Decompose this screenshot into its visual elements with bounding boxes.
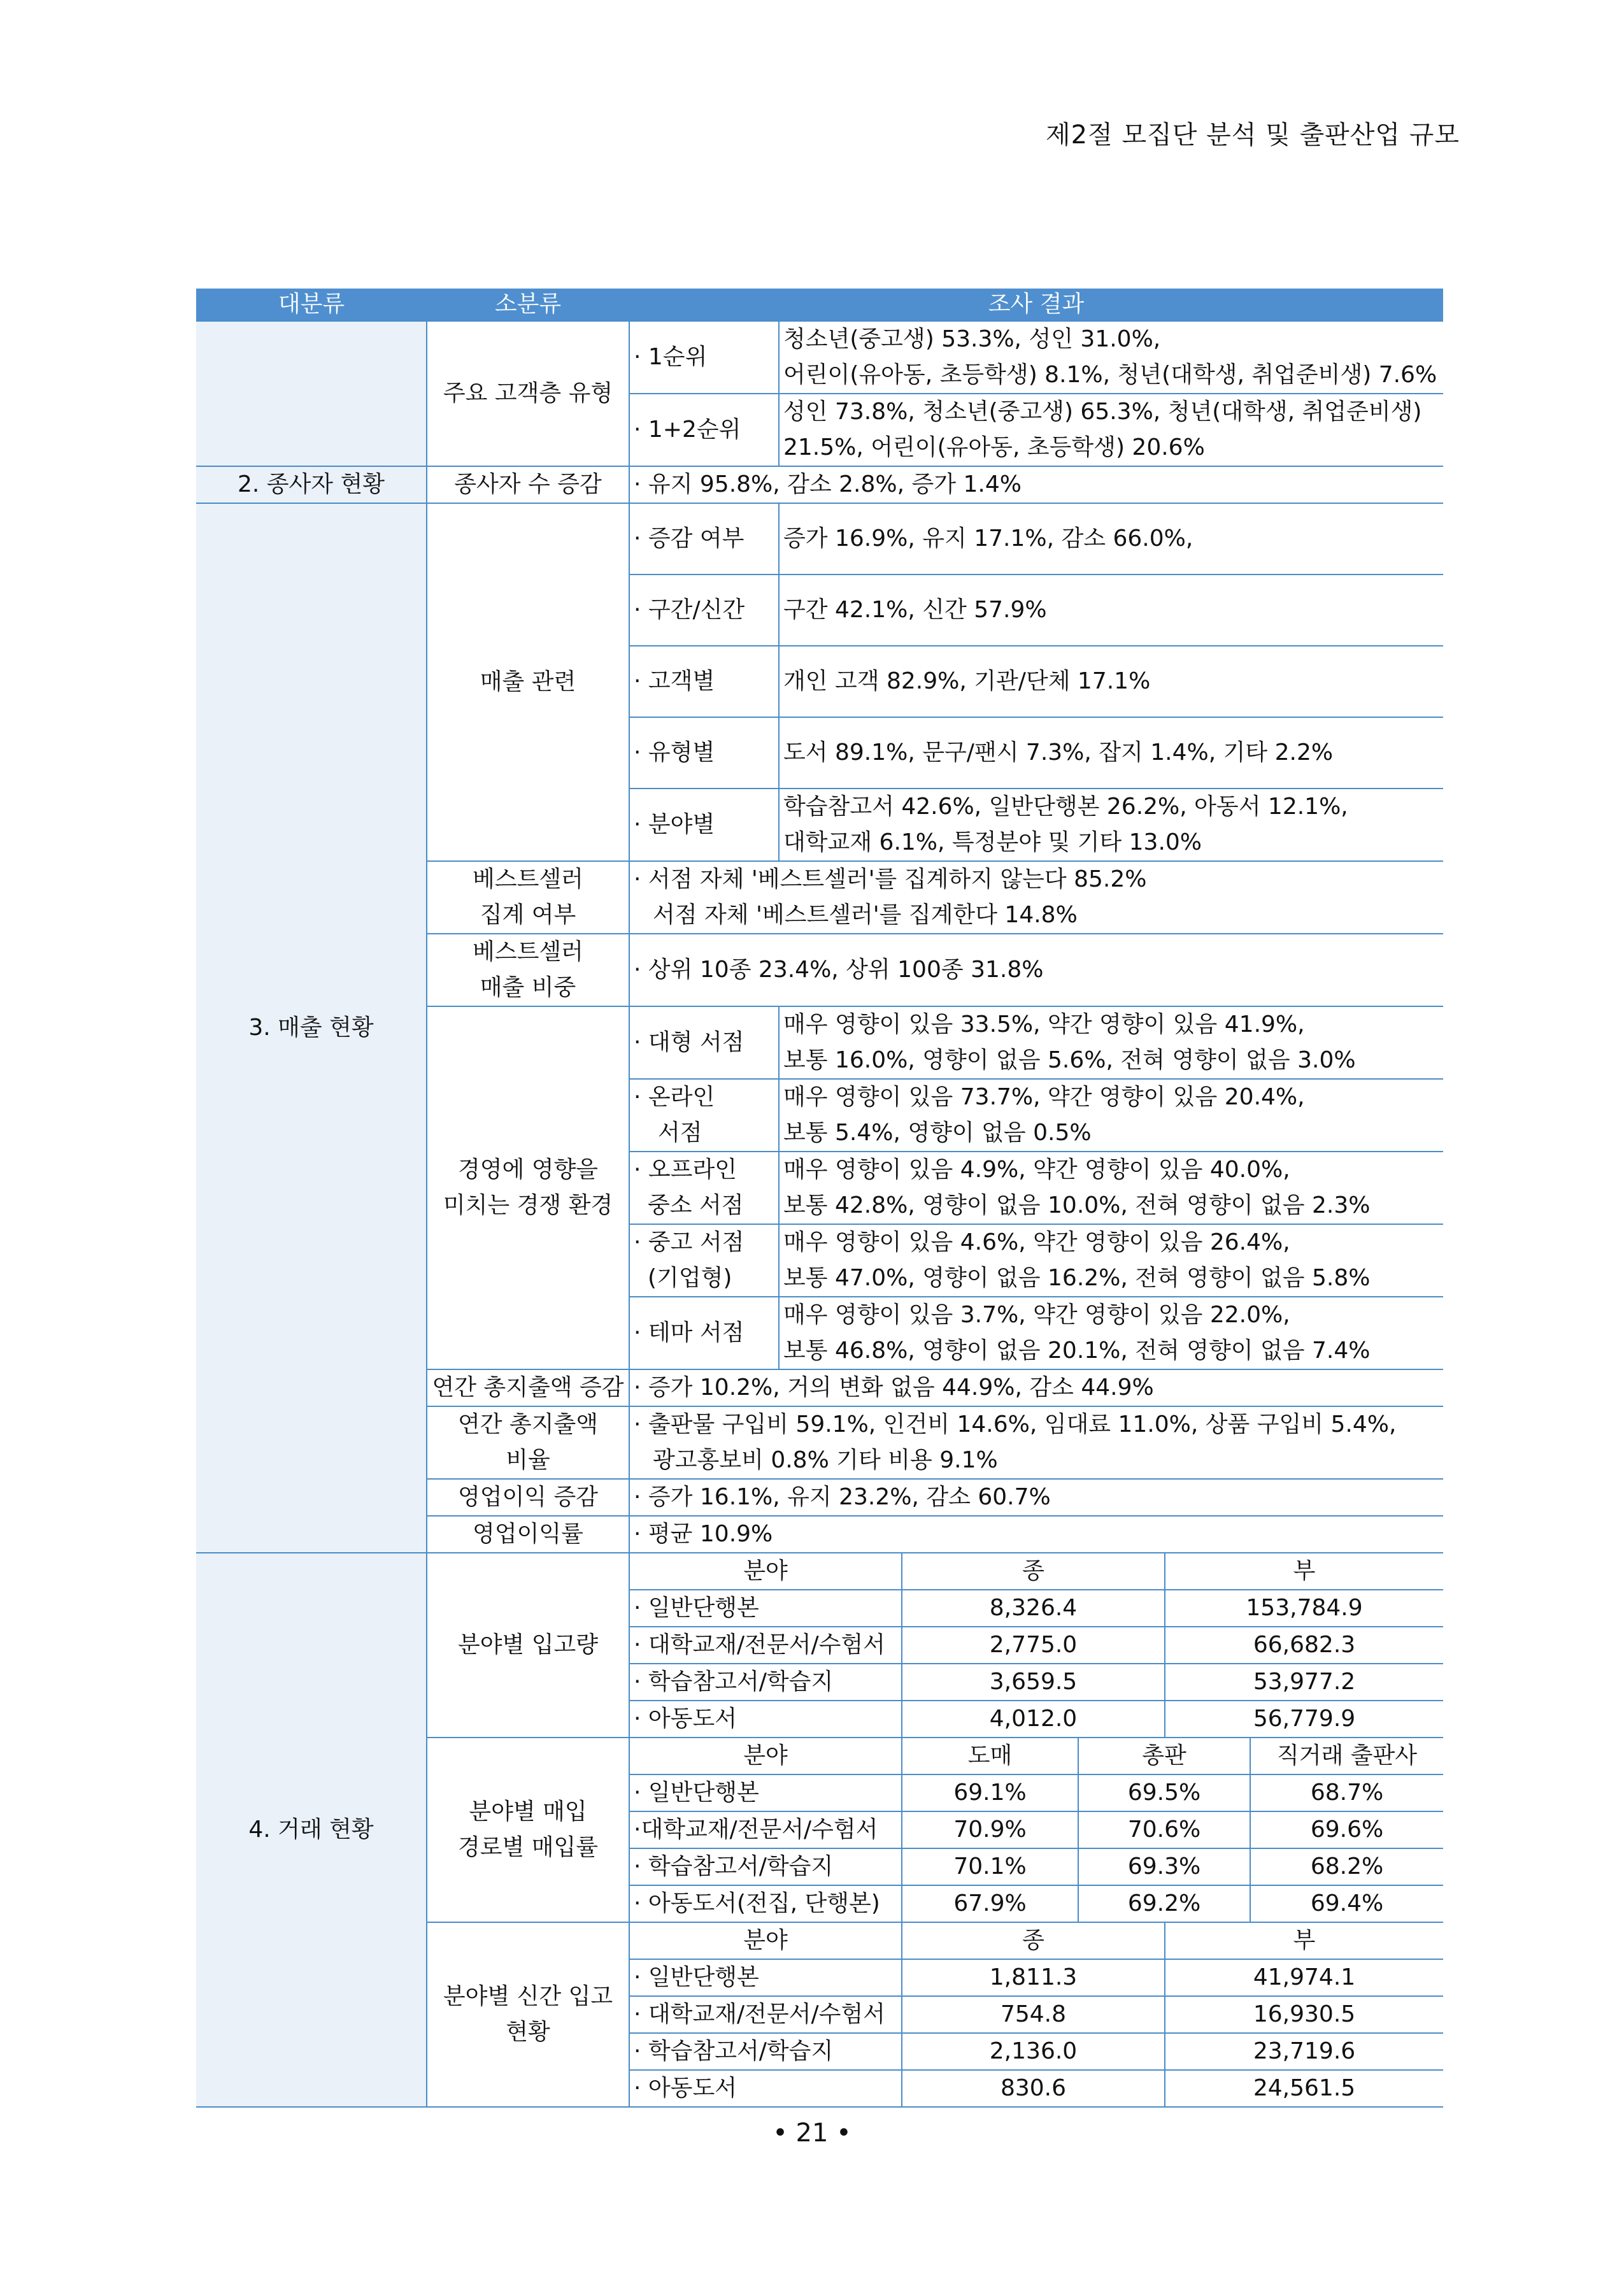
- subtable-header: 부: [1165, 1553, 1443, 1590]
- field-cell: · 대학교재/전문서/수험서: [629, 1996, 902, 2033]
- field-cell: · 아동도서(전집, 단행본): [629, 1885, 902, 1922]
- field-cell: · 학습참고서/학습지: [629, 1664, 902, 1701]
- value-cell: 70.9%: [902, 1811, 1078, 1848]
- page-header: 제2절 모집단 분석 및 출판산업 규모: [1046, 120, 1460, 150]
- row-label: · 유형별: [629, 717, 779, 789]
- page-number: • 21 •: [773, 2118, 851, 2148]
- row-label: · 중고 서점 (기업형): [629, 1224, 779, 1297]
- row-label: · 1순위: [629, 321, 779, 394]
- value-cell: 1,811.3: [902, 1959, 1165, 1996]
- row-value: · 증가 16.1%, 유지 23.2%, 감소 60.7%: [629, 1479, 1443, 1516]
- field-cell: · 일반단행본: [629, 1774, 902, 1811]
- field-cell: · 대학교재/전문서/수험서: [629, 1627, 902, 1664]
- subcategory-cell: 베스트셀러 집계 여부: [427, 861, 629, 934]
- field-cell: · 아동도서: [629, 1701, 902, 1738]
- col-header-minor: 소분류: [427, 289, 629, 321]
- row-label: · 분야별: [629, 789, 779, 861]
- field-cell: · 아동도서: [629, 2070, 902, 2107]
- row-value: 구간 42.1%, 신간 57.9%: [779, 575, 1443, 646]
- value-cell: 16,930.5: [1165, 1996, 1443, 2033]
- subcategory-cell: 베스트셀러 매출 비중: [427, 934, 629, 1006]
- value-cell: 4,012.0: [902, 1701, 1165, 1738]
- subcategory-cell: 종사자 수 증감: [427, 466, 629, 503]
- row-value: 증가 16.9%, 유지 17.1%, 감소 66.0%,: [779, 503, 1443, 575]
- table-header: [196, 289, 1443, 321]
- value-cell: 69.5%: [1078, 1774, 1250, 1811]
- table-row: [196, 466, 1443, 503]
- value-cell: 67.9%: [902, 1885, 1078, 1922]
- row-value: 매우 영향이 있음 4.9%, 약간 영향이 있음 40.0%, 보통 42.8%, 영향이 없음 10.0%, 전혀 영향이 없음 2.3%: [779, 1152, 1443, 1224]
- subtable-header: 종: [902, 1922, 1165, 1959]
- row-label: · 테마 서점: [629, 1297, 779, 1369]
- row-label: · 대형 서점: [629, 1006, 779, 1079]
- value-cell: 68.2%: [1250, 1848, 1443, 1885]
- subcategory-cell: 영업이익 증감: [427, 1479, 629, 1516]
- subcategory-cell: 분야별 매입 경로별 매입률: [427, 1738, 629, 1922]
- row-label: · 온라인 서점: [629, 1079, 779, 1152]
- col-header-result: 조사 결과: [629, 289, 1443, 321]
- row-label: · 고객별: [629, 646, 779, 717]
- value-cell: 830.6: [902, 2070, 1165, 2107]
- value-cell: 8,326.4: [902, 1590, 1165, 1627]
- table-row: [196, 1553, 1443, 1590]
- row-value: · 유지 95.8%, 감소 2.8%, 증가 1.4%: [629, 466, 1443, 503]
- value-cell: 69.1%: [902, 1774, 1078, 1811]
- table-row: [196, 503, 1443, 575]
- subtable-header: 분야: [629, 1922, 902, 1959]
- field-cell: · 일반단행본: [629, 1590, 902, 1627]
- subtable-header: 분야: [629, 1738, 902, 1774]
- survey-results-table: [196, 289, 1443, 2108]
- table-row: [196, 321, 1443, 394]
- field-cell: ·대학교재/전문서/수험서: [629, 1811, 902, 1848]
- row-label: · 오프라인 중소 서점: [629, 1152, 779, 1224]
- field-cell: · 학습참고서/학습지: [629, 2033, 902, 2070]
- subcategory-cell: 분야별 입고량: [427, 1553, 629, 1738]
- row-value: · 출판물 구입비 59.1%, 인건비 14.6%, 임대료 11.0%, 상품 구입비 5.4%, 광고홍보비 0.8% 기타 비용 9.1%: [629, 1406, 1443, 1479]
- row-label: · 증감 여부: [629, 503, 779, 575]
- value-cell: 66,682.3: [1165, 1627, 1443, 1664]
- col-header-major: 대분류: [196, 289, 427, 321]
- subtable-header: 종: [902, 1553, 1165, 1590]
- row-value: 개인 고객 82.9%, 기관/단체 17.1%: [779, 646, 1443, 717]
- value-cell: 41,974.1: [1165, 1959, 1443, 1996]
- subtable-header: 직거래 출판사: [1250, 1738, 1443, 1774]
- row-value: 학습참고서 42.6%, 일반단행본 26.2%, 아동서 12.1%, 대학교재 6.1%, 특정분야 및 기타 13.0%: [779, 789, 1443, 861]
- row-value: · 상위 10종 23.4%, 상위 100종 31.8%: [629, 934, 1443, 1006]
- row-value: 도서 89.1%, 문구/팬시 7.3%, 잡지 1.4%, 기타 2.2%: [779, 717, 1443, 789]
- value-cell: 53,977.2: [1165, 1664, 1443, 1701]
- value-cell: 153,784.9: [1165, 1590, 1443, 1627]
- value-cell: 69.2%: [1078, 1885, 1250, 1922]
- subtable-header: 도매: [902, 1738, 1078, 1774]
- subcategory-cell: 연간 총지출액 증감: [427, 1369, 629, 1406]
- row-label: · 1+2순위: [629, 394, 779, 466]
- value-cell: 56,779.9: [1165, 1701, 1443, 1738]
- subcategory-cell: 분야별 신간 입고 현황: [427, 1922, 629, 2107]
- subtable-header: 분야: [629, 1553, 902, 1590]
- row-label: · 구간/신간: [629, 575, 779, 646]
- value-cell: 24,561.5: [1165, 2070, 1443, 2107]
- subtable-header: 총판: [1078, 1738, 1250, 1774]
- field-cell: · 일반단행본: [629, 1959, 902, 1996]
- category-cell-blank: [196, 321, 427, 466]
- value-cell: 2,136.0: [902, 2033, 1165, 2070]
- value-cell: 70.1%: [902, 1848, 1078, 1885]
- value-cell: 69.4%: [1250, 1885, 1443, 1922]
- value-cell: 754.8: [902, 1996, 1165, 2033]
- value-cell: 3,659.5: [902, 1664, 1165, 1701]
- category-cell: 3. 매출 현황: [196, 503, 427, 1553]
- row-value: · 서점 자체 '베스트셀러'를 집계하지 않는다 85.2% 서점 자체 '베스트셀러'를 집계한다 14.8%: [629, 861, 1443, 934]
- row-value: 성인 73.8%, 청소년(중고생) 65.3%, 청년(대학생, 취업준비생) 21.5%, 어린이(유아동, 초등학생) 20.6%: [779, 394, 1443, 466]
- value-cell: 69.6%: [1250, 1811, 1443, 1848]
- subcategory-cell: 매출 관련: [427, 503, 629, 861]
- category-cell: 2. 종사자 현황: [196, 466, 427, 503]
- value-cell: 68.7%: [1250, 1774, 1443, 1811]
- value-cell: 70.6%: [1078, 1811, 1250, 1848]
- value-cell: 69.3%: [1078, 1848, 1250, 1885]
- row-value: · 증가 10.2%, 거의 변화 없음 44.9%, 감소 44.9%: [629, 1369, 1443, 1406]
- value-cell: 2,775.0: [902, 1627, 1165, 1664]
- row-value: 매우 영향이 있음 3.7%, 약간 영향이 있음 22.0%, 보통 46.8%, 영향이 없음 20.1%, 전혀 영향이 없음 7.4%: [779, 1297, 1443, 1369]
- field-cell: · 학습참고서/학습지: [629, 1848, 902, 1885]
- row-value: 청소년(중고생) 53.3%, 성인 31.0%, 어린이(유아동, 초등학생) 8.1%, 청년(대학생, 취업준비생) 7.6%: [779, 321, 1443, 394]
- subcategory-cell: 경영에 영향을 미치는 경쟁 환경: [427, 1006, 629, 1369]
- row-value: · 평균 10.9%: [629, 1516, 1443, 1553]
- category-cell: 4. 거래 현황: [196, 1553, 427, 2107]
- subcategory-cell: 영업이익률: [427, 1516, 629, 1553]
- subcategory-cell: 주요 고객층 유형: [427, 321, 629, 466]
- row-value: 매우 영향이 있음 33.5%, 약간 영향이 있음 41.9%, 보통 16.0%, 영향이 없음 5.6%, 전혀 영향이 없음 3.0%: [779, 1006, 1443, 1079]
- value-cell: 23,719.6: [1165, 2033, 1443, 2070]
- subcategory-cell: 연간 총지출액 비율: [427, 1406, 629, 1479]
- row-value: 매우 영향이 있음 73.7%, 약간 영향이 있음 20.4%, 보통 5.4%, 영향이 없음 0.5%: [779, 1079, 1443, 1152]
- row-value: 매우 영향이 있음 4.6%, 약간 영향이 있음 26.4%, 보통 47.0%, 영향이 없음 16.2%, 전혀 영향이 없음 5.8%: [779, 1224, 1443, 1297]
- subtable-header: 부: [1165, 1922, 1443, 1959]
